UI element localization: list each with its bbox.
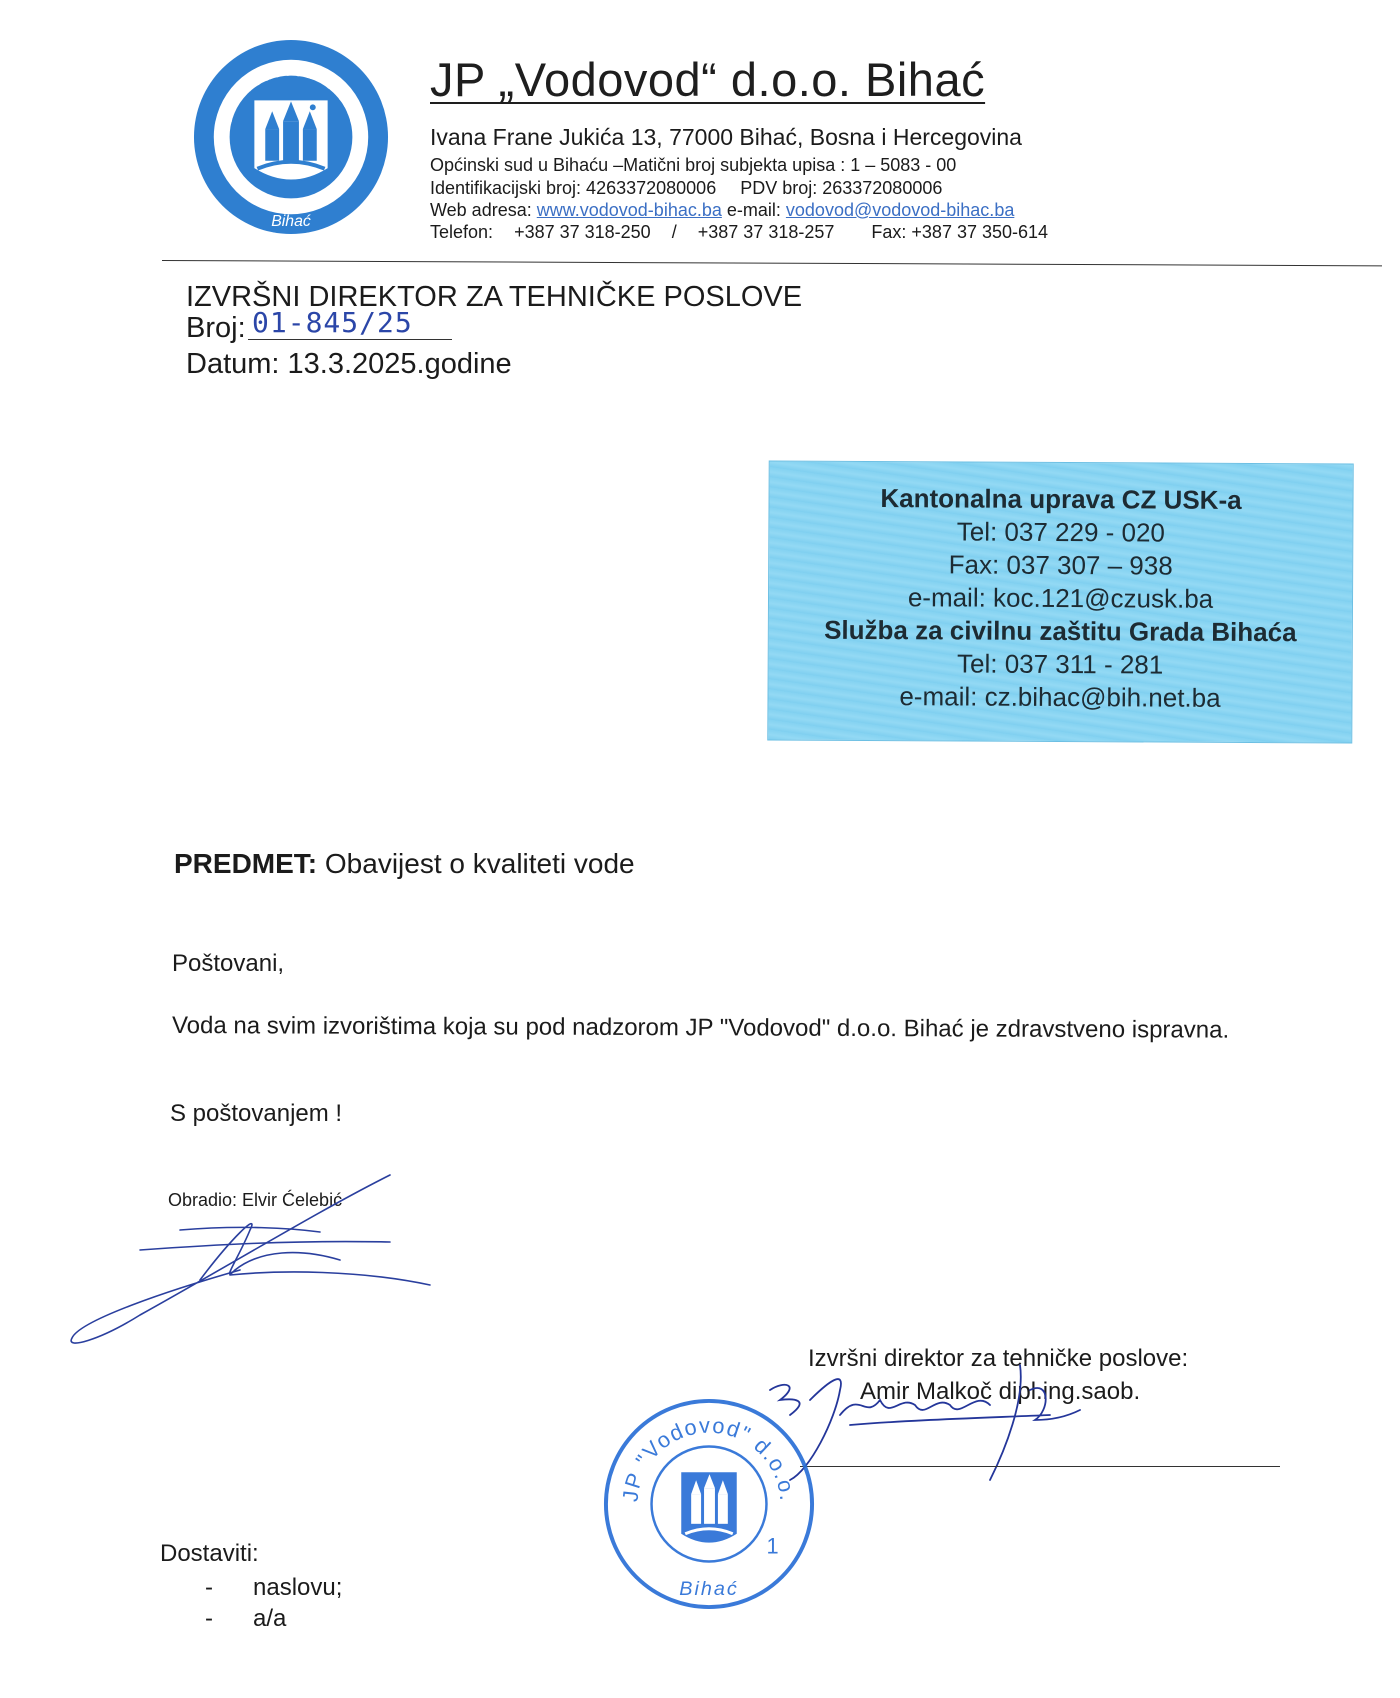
recipient-org-2: Služba za civilnu zaštitu Grada Bihaća [824,614,1297,648]
header-divider [162,260,1382,266]
recipient-email-2: e-mail: cz.bihac@bih.net.ba [899,681,1221,713]
processed-by: Obradio: Elvir Ćelebić [168,1190,343,1210]
bullet-dash: - [205,1574,213,1601]
distribution-item [205,1605,286,1633]
distribution-label: Dostaviti: [160,1540,259,1567]
id-number: Identifikacijski broj: 4263372080006 [430,178,717,198]
subject-text: Obavijest o kvaliteti vode [324,848,635,879]
recipient-phone-1: Tel: 037 229 - 020 [956,516,1166,548]
subject-line [174,848,635,880]
greeting: Poštovani, [172,950,285,977]
id-numbers [430,178,942,199]
recipient-fax-1: Fax: 037 307 – 938 [948,549,1173,581]
closing: S poštovanjem ! [170,1100,343,1127]
body-paragraph: Voda na svim izvorištima koja su pod nadzorom JP "Vodovod" d.o.o. Bihać je zdravstveno ispravna. [171,1012,1230,1044]
reference-label: Broj: [186,312,246,344]
email-link[interactable]: vodovod@vodovod-bihac.ba [785,200,1015,220]
recipient-phone-2: Tel: 037 311 - 281 [956,648,1164,680]
company-address: Ivana Frane Jukića 13, 77000 Bihać, Bosna i Hercegovina [430,124,1022,150]
logo-city-text: Bihać [271,213,311,231]
distribution-item [205,1574,342,1602]
sender-title: IZVRŠNI DIREKTOR ZA TEHNIČKE POSLOVE [186,281,803,313]
distribution-item-text: naslovu; [253,1574,343,1601]
logo-ring-text: JP "Vodovod" d.o.o. [216,60,366,126]
stamp-ring-text: JP "Vodovod" d.o.o. [617,1412,801,1503]
bullet-dash: - [205,1605,213,1632]
phone-line [430,222,1048,243]
website-link[interactable]: www.vodovod-bihac.ba [536,200,722,220]
fax-number: Fax: +387 37 350-614 [871,222,1049,242]
company-name: JP „Vodovod“ d.o.o. Bihać [430,53,986,106]
processor-signature [60,1170,440,1350]
company-logo [192,38,390,236]
document-date: Datum: 13.3.2025.godine [186,348,512,380]
stamp-castle-icon [681,1472,736,1542]
stamp-number: 1 [766,1533,779,1559]
distribution-item-text: a/a [253,1605,287,1632]
company-stamp [600,1395,818,1613]
stamp-city: Bihać [679,1578,739,1601]
phone-1: +387 37 318-250 [514,222,651,242]
signature-line [800,1466,1280,1467]
vat-number: PDV broj: 263372080006 [740,178,943,198]
phone-2: +387 37 318-257 [697,222,835,242]
recipient-address-box [767,460,1353,743]
recipient-org-1: Kantonalna uprava CZ USK-a [880,483,1242,515]
web-label: Web adresa: [430,200,532,220]
court-registration: Općinski sud u Bihaću –Matični broj subjekta upisa : 1 – 5083 - 00 [430,155,957,175]
subject-label: PREDMET: [174,848,318,879]
recipient-email-1: e-mail: koc.121@czusk.ba [907,582,1214,614]
reference-number: 01-845/25 [248,306,452,340]
email-label: e-mail: [726,200,781,220]
phone-label: Telefon: [430,222,494,242]
phone-separator: / [671,222,677,242]
signatory-name: Amir Malkoč dipl.ing.saob. [860,1378,1141,1405]
signatory-title: Izvršni direktor za tehničke poslove: [808,1345,1189,1372]
web-contact-line [430,200,1014,221]
castle-icon [253,99,328,180]
